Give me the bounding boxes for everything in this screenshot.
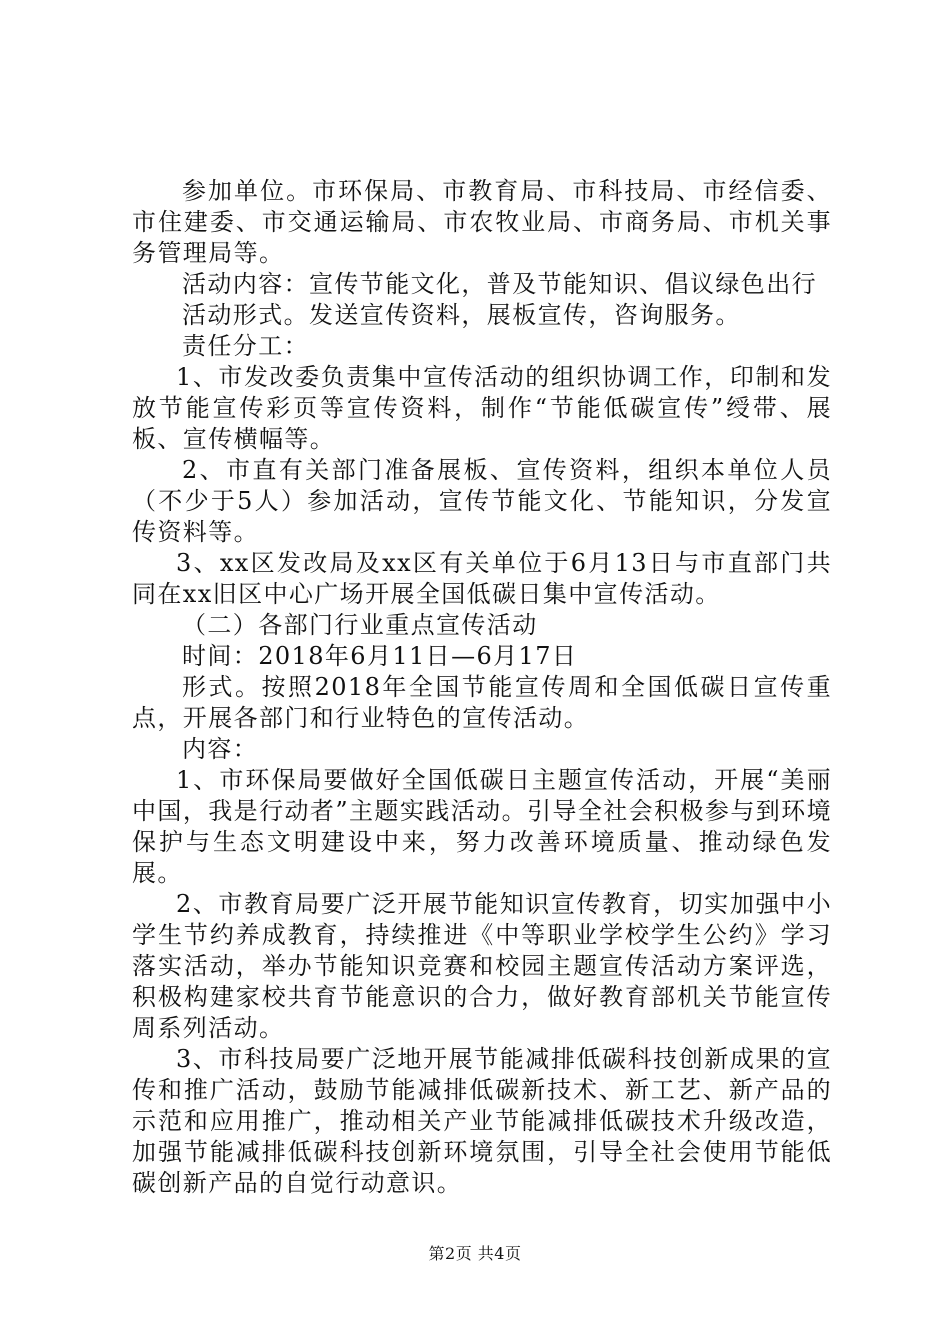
paragraph-time: 时间：2018年6月11日—6月17日 <box>182 642 578 670</box>
paragraph-content-1: 1、市环保局要做好全国低碳日主题宣传活动，开展“美丽中国，我是行动者”主题实践活动。引导全社会积极参与到环境保护与生态文明建设中来，努力改善环境质量、推动绿色发展。 <box>132 766 832 887</box>
paragraph-responsibility-3: 3、xx区发改局及xx区有关单位于6月13日与市直部门共同在xx旧区中心广场开展全国低碳日集中宣传活动。 <box>132 549 832 608</box>
paragraph-responsibility-2: 2、市直有关部门准备展板、宣传资料，组织本单位人员（不少于5人）参加活动，宣传节能文化、节能知识，分发宣传资料等。 <box>132 456 832 546</box>
paragraph-content-heading: 内容： <box>182 735 259 763</box>
paragraph-responsibility-1: 1、市发改委负责集中宣传活动的组织协调工作，印制和发放节能宣传彩页等宣传资料，制作“节能低碳宣传”绶带、展板、宣传横幅等。 <box>132 363 832 453</box>
document-body <box>132 176 832 1199</box>
paragraph-form: 形式。按照2018年全国节能宣传周和全国低碳日宣传重点，开展各部门和行业特色的宣传活动。 <box>132 673 832 732</box>
paragraph-content-2: 2、市教育局要广泛开展节能知识宣传教育，切实加强中小学生节约养成教育，持续推进《中等职业学校学生公约》学习落实活动，举办节能知识竞赛和校园主题宣传活动方案评选，积极构建家校共育节能意识的合力，做好教育部机关节能宣传周系列活动。 <box>132 890 832 1042</box>
paragraph-participants: 参加单位。市环保局、市教育局、市科技局、市经信委、市住建委、市交通运输局、市农牧业局、市商务局、市机关事务管理局等。 <box>132 177 832 267</box>
paragraph-activity-content: 活动内容：宣传节能文化，普及节能知识、倡议绿色出行 <box>182 270 817 298</box>
paragraph-activity-form: 活动形式。发送宣传资料，展板宣传，咨询服务。 <box>182 301 741 329</box>
paragraph-content-3: 3、市科技局要广泛地开展节能减排低碳科技创新成果的宣传和推广活动，鼓励节能减排低碳新技术、新工艺、新产品的示范和应用推广，推动相关产业节能减排低碳技术升级改造，加强节能减排低碳科技创新环境氛围，引导全社会使用节能低碳创新产品的自觉行动意识。 <box>132 1045 832 1197</box>
section-heading-department-activities: （二）各部门行业重点宣传活动 <box>182 611 538 639</box>
paragraph-responsibility-heading: 责任分工： <box>182 332 309 360</box>
page-number-footer: 第2页 共4页 <box>428 1244 522 1263</box>
